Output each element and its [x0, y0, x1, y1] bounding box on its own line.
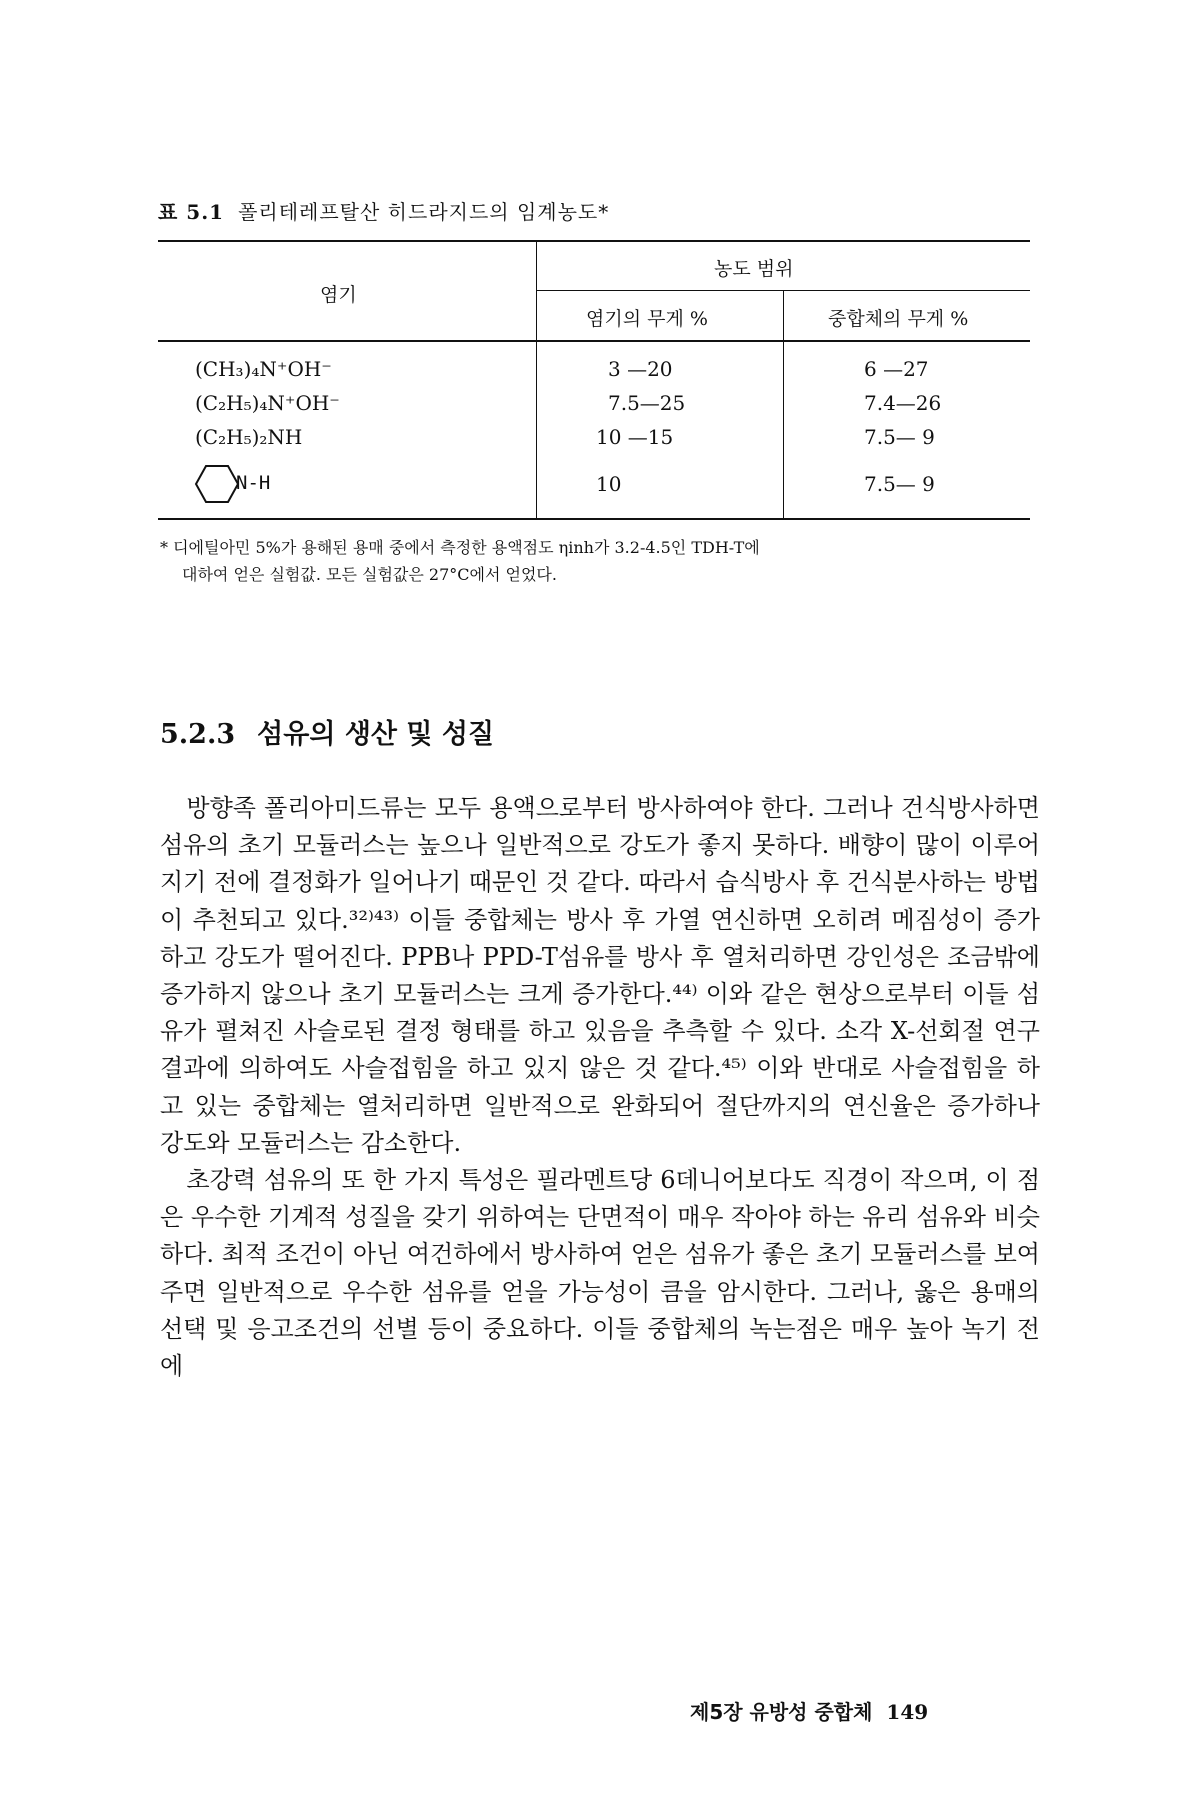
- table-row-1-base: (CH₃)₄N⁺OH⁻: [195, 357, 332, 381]
- table-header-base: 염기: [320, 284, 357, 306]
- table-row-2-base-weight: 7.5—25: [608, 391, 686, 415]
- table-row-2-polymer-weight: 7.4—26: [864, 391, 942, 415]
- table-row-1-base-weight: 3 —20: [608, 357, 673, 381]
- running-footer: [690, 1696, 928, 1725]
- table-footnote-line-2: 대하여 얻은 실험값. 모든 실험값은 27°C에서 얻었다.: [182, 565, 557, 584]
- body-text: [160, 790, 1040, 1385]
- table-row-4-polymer-weight: 7.5— 9: [864, 472, 935, 496]
- table-vline-1: [536, 241, 537, 519]
- section-heading: [160, 712, 494, 751]
- table-header-rule: [158, 340, 1030, 342]
- running-title: 제5장 유방성 중합체: [690, 1700, 873, 1724]
- table-row-1-polymer-weight: 6 —27: [864, 357, 929, 381]
- table-footnote-line-1: * 디에틸아민 5%가 용해된 용매 중에서 측정한 용액점도 ηinh가 3.2-4.5인 TDH-T에: [160, 538, 760, 557]
- table-caption: [158, 196, 609, 225]
- table-row-2-base: (C₂H₅)₄N⁺OH⁻: [195, 391, 340, 415]
- table-row-3-base: (C₂H₅)₂NH: [195, 425, 303, 449]
- page-number: 149: [886, 1700, 929, 1724]
- piperidine-ring-icon: [194, 462, 242, 506]
- section-number: 5.2.3: [160, 719, 236, 750]
- table-bottom-rule: [158, 518, 1030, 520]
- table-row-3-base-weight: 10 —15: [596, 425, 674, 449]
- table-title: 폴리테레프탈산 히드라지드의 임계농도*: [238, 200, 610, 224]
- paragraph-2: 초강력 섬유의 또 한 가지 특성은 필라멘트당 6데니어보다도 직경이 작으며, 이 점은 우수한 기계적 성질을 갖기 위하여는 단면적이 매우 작아야 하는 유리 섬유와 비슷하다. 최적 조건이 아닌 여건하에서 방사하여 얻은 섬유가 좋은 초기 모듈러스를 보여주면 일반적으로 우수한 섬유를 얻을 가능성이 큼을 암시한다. 그러나, 옳은 용매의 선택 및 응고조건의 선별 등이 중요하다. 이들 중합체의 녹는점은 매우 높아 녹기 전에: [160, 1166, 1040, 1381]
- table-vline-2: [783, 291, 784, 519]
- table-number: 표 5.1: [158, 200, 225, 224]
- table-row-3-polymer-weight: 7.5— 9: [864, 425, 935, 449]
- table-row-4-base: N-H: [236, 472, 271, 494]
- section-title: 섬유의 생산 및 성질: [257, 719, 495, 750]
- table-header-polymer-weight: 중합체의 무게 %: [828, 308, 969, 330]
- table-footnote: [160, 534, 1030, 588]
- table-header-base-weight: 염기의 무게 %: [586, 308, 708, 330]
- table-row-4-base-weight: 10: [596, 472, 622, 496]
- paragraph-1: 방향족 폴리아미드류는 모두 용액으로부터 방사하여야 한다. 그러나 건식방사하면 섬유의 초기 모듈러스는 높으나 일반적으로 강도가 좋지 못하다. 배향이 많이 이루어지기 전에 결정화가 일어나기 때문인 것 같다. 따라서 습식방사 후 건식분사하는 방법이 추천되고 있다.³²⁾⁴³⁾ 이들 중합체는 방사 후 가열 연신하면 오히려 메짐성이 증가하고 강도가 떨어진다. PPB나 PPD-T섬유를 방사 후 열처리하면 강인성은 조금밖에 증가하지 않으나 초기 모듈러스는 크게 증가한다.⁴⁴⁾ 이와 같은 현상으로부터 이들 섬유가 펼쳐진 사슬로된 결정 형태를 하고 있음을 추측할 수 있다. 소각 X-선회절 연구 결과에 의하여도 사슬접힘을 하고 있지 않은 것 같다.⁴⁵⁾ 이와 반대로 사슬접힘을 하고 있는 중합체는 열처리하면 일반적으로 완화되어 절단까지의 연신율은 증가하나 강도와 모듈러스는 감소한다.: [160, 794, 1040, 1157]
- table-header-concentration-range: 농도 범위: [714, 258, 794, 280]
- table-top-rule: [158, 240, 1030, 242]
